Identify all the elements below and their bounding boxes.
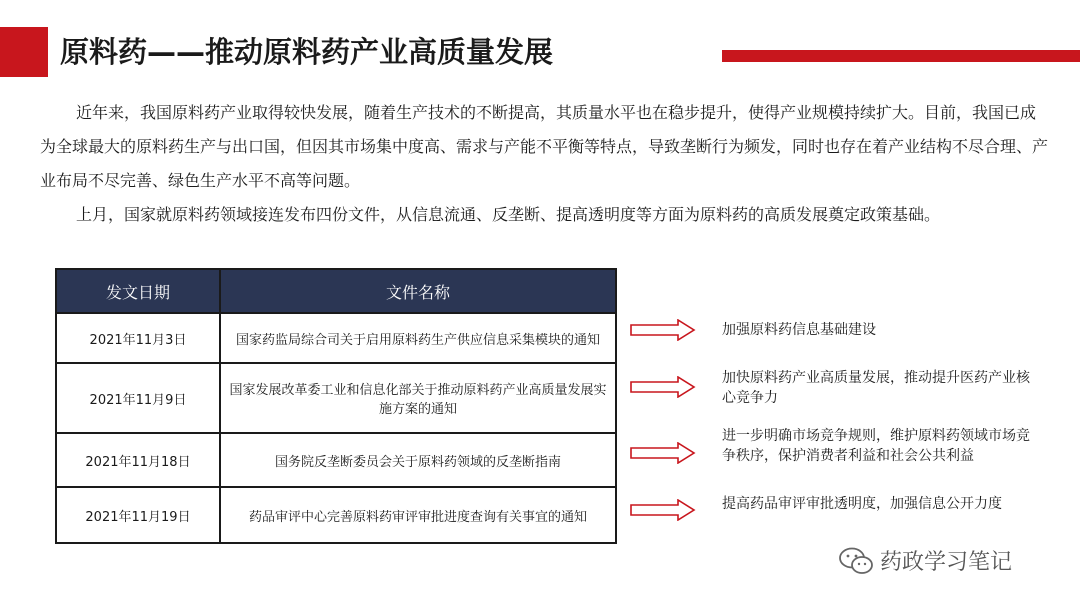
cell-document-name: 国家发展改革委工业和信息化部关于推动原料药产业高质量发展实施方案的通知 <box>220 363 616 433</box>
right-arrow-icon <box>630 319 696 341</box>
wechat-icon <box>838 546 874 576</box>
effect-text: 进一步明确市场竞争规则，维护原料药领域市场竞争秩序，保护消费者利益和社会公共利益 <box>722 428 1030 464</box>
cell-document-name: 药品审评中心完善原料药审评审批进度查询有关事宜的通知 <box>220 487 616 543</box>
right-arrow-icon <box>630 499 696 521</box>
table-row <box>56 487 616 543</box>
table-row <box>56 313 616 363</box>
document-table <box>55 268 617 544</box>
intro-paragraph-2: 上月，国家就原料药领域接连发布四份文件，从信息流通、反垄断、提高透明度等方面为原料药的高质发展奠定政策基础。 <box>76 205 941 224</box>
column-header-name: 文件名称 <box>220 269 616 313</box>
effect-text: 加强原料药信息基础建设 <box>722 322 876 338</box>
page-title: 原料药——推动原料药产业高质量发展 <box>60 35 554 69</box>
cell-document-name: 国务院反垄断委员会关于原料药领域的反垄断指南 <box>220 433 616 487</box>
watermark-text: 药政学习笔记 <box>880 550 1013 575</box>
cell-document-name: 国家药监局综合司关于启用原料药生产供应信息采集模块的通知 <box>220 313 616 363</box>
cell-date: 2021年11月18日 <box>56 433 220 487</box>
intro-paragraph-1: 近年来，我国原料药产业取得较快发展，随着生产技术的不断提高，其质量水平也在稳步提升，使得产业规模持续扩大。目前，我国已成为全球最大的原料药生产与出口国，但因其市场集中度高、需求与产能不平衡等特点，导致垄断行为频发，同时也存在着产业结构不尽合理、产业布局不尽完善、绿色生产水平不高等问题。 <box>40 103 1049 190</box>
table-row <box>56 433 616 487</box>
cell-date: 2021年11月19日 <box>56 487 220 543</box>
title-accent-bar <box>722 50 1080 62</box>
watermark <box>838 545 1012 576</box>
table-row <box>56 363 616 433</box>
cell-date: 2021年11月3日 <box>56 313 220 363</box>
effect-text: 加快原料药产业高质量发展，推动提升医药产业核心竞争力 <box>722 370 1030 406</box>
right-arrow-icon <box>630 442 696 464</box>
effect-text: 提高药品审评审批透明度，加强信息公开力度 <box>722 496 1002 512</box>
cell-date: 2021年11月9日 <box>56 363 220 433</box>
title-accent-block <box>0 27 48 77</box>
right-arrow-icon <box>630 376 696 398</box>
table-header-row <box>56 269 616 313</box>
column-header-date: 发文日期 <box>56 269 220 313</box>
